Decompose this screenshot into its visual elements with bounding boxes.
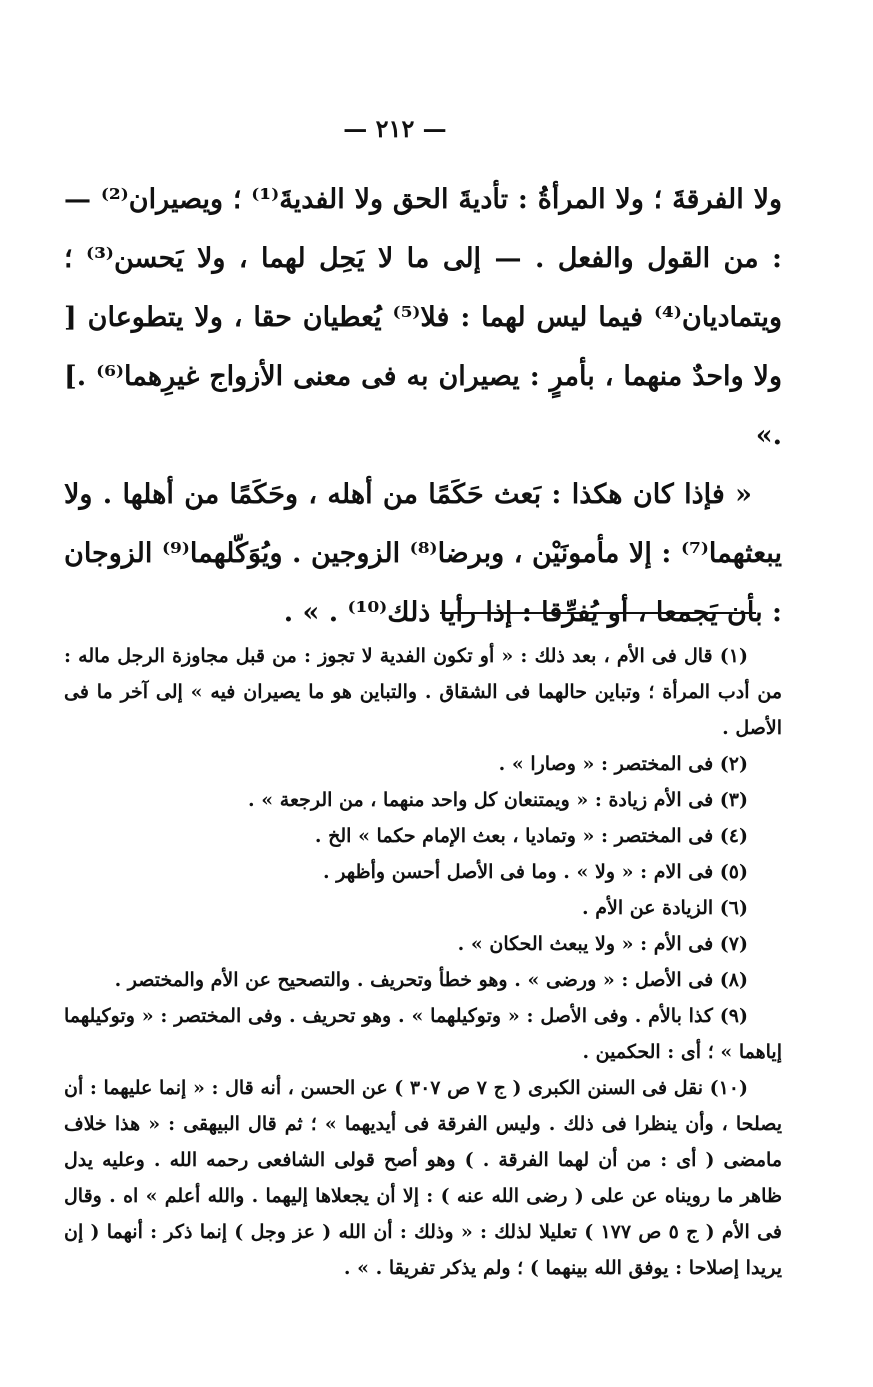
footnote-9: (٩) كذا بالأم . وفى الأصل : « وتوكيلهما » . وهو تحريف . وفى المختصر : « وتوكيلهما إياهما » ؛ أى : الحكمين .: [64, 1005, 782, 1063]
footnote-1: (١) قال فى الأم ، بعد ذلك : « أو تكون الفدية لا تجوز : من قبل مجاوزة الرجل ماله : من أدب المرأة ؛ وتباين حالهما فى الشقاق . والتباين هو ما يصيران فيه » إلى آخر ما فى الأصل .: [64, 645, 782, 739]
footnote-4: (٤) فى المختصر : « وتماديا ، بعث الإمام حكما » الخ .: [314, 825, 748, 847]
main-paragraph-1: ولا الفرقةَ ؛ ولا المرأةُ : تأديةَ الحق ولا الفديةَ⁽¹⁾ ؛ ويصيران⁽²⁾ — : من القول والفعل . — إلى ما لا يَحِل لهما ، ولا يَحسن⁽³⁾ ؛ ويتماديان⁽⁴⁾ فيما ليس لهما : فلا⁽⁵⁾ يُعطيان حقا ، ولا يتطوعان [ ولا واحدٌ منهما ، بأمرٍ : يصيران به فى معنى الأزواج غيرِهما⁽⁶⁾ .] .»: [64, 184, 783, 451]
footnote-6: (٦) الزيادة عن الأم .: [581, 897, 748, 919]
footnotes: [64, 638, 782, 1286]
main-text: [64, 170, 782, 642]
footnote-divider: [440, 612, 756, 614]
main-paragraph-2: « فإذا كان هكذا : بَعث حَكَمًا من أهله ، وحَكَمًا من أهلها . ولا يبعثهما⁽⁷⁾ : إلا مأمونَيْن ، وبرضا⁽⁸⁾ الزوجين . ويُوَكّلهما⁽⁹⁾ الزوجان : بأن يَجمعا ، أو يُفرِّقا : إذا رأيا ذلك⁽¹⁰⁾ . » .: [64, 479, 782, 628]
footnote-3: (٣) فى الأم زيادة : « ويمتنعان كل واحد منهما ، من الرجعة » .: [248, 789, 748, 811]
page-number: — ٢١٢ —: [343, 114, 447, 143]
footnote-2: (٢) فى المختصر : « وصارا » .: [498, 753, 748, 775]
footnote-7: (٧) فى الأم : « ولا يبعث الحكان » .: [457, 933, 748, 955]
footnote-8: (٨) فى الأصل : « ورضى » . وهو خطأ وتحريف . والتصحيح عن الأم والمختصر .: [114, 969, 748, 991]
footnote-10: (١٠) نقل فى السنن الكبرى ( ج ٧ ص ٣٠٧ ) عن الحسن ، أنه قال : « إنما عليهما : أن يصلحا ، وأن ينظرا فى ذلك . وليس الفرقة فى أيديهما » ؛ ثم قال البيهقى : « هذا خلاف مامضى ( أى : من أن لهما الفرقة . ) وهو أصح قولى الشافعى رحمه الله . وعليه يدل ظاهر ما رويناه عن على ( رضى الله عنه ) : إلا أن يجعلاها إليهما . والله أعلم » اه . وقال فى الأم ( ج ٥ ص ١٧٧ ) تعليلا لذلك : « وذلك : أن الله ( عز وجل ) إنما ذكر : أنهما ( إن يريدا إصلاحا : يوفق الله بينهما ) ؛ ولم يذكر تفريقا . » .: [64, 1077, 782, 1279]
footnote-5: (٥) فى الام : « ولا » . وما فى الأصل أحسن وأظهر .: [323, 861, 748, 883]
